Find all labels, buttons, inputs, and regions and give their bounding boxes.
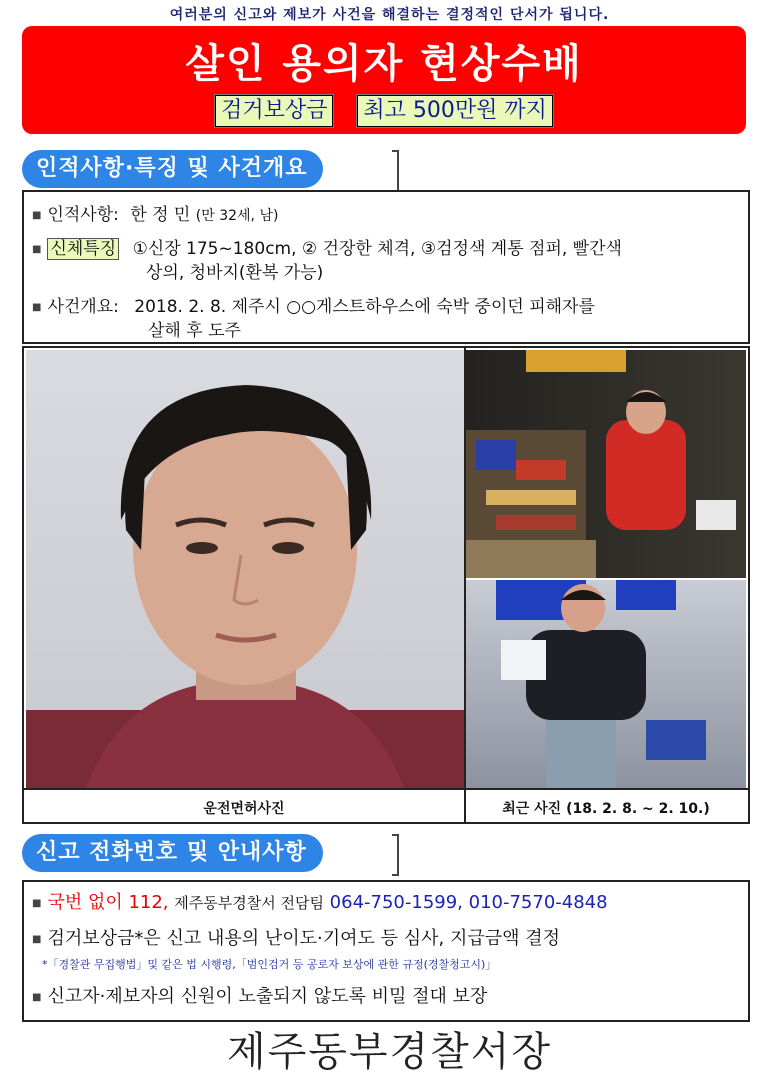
- identity-line: [32, 200, 278, 225]
- suspect-name: 한 정 민: [130, 205, 191, 225]
- banner-title: 살인 용의자 현상수배: [185, 41, 583, 87]
- store-illustration: [466, 350, 746, 578]
- recent-photo-store: [466, 350, 746, 578]
- case-text-1: 2018. 2. 8. 제주시 ○○게스트하우스에 숙박 중이던 피해자를: [134, 297, 595, 317]
- text-cursor-mark: [392, 834, 399, 876]
- license-photo: [26, 350, 464, 788]
- bullet-icon: ■: [32, 209, 42, 221]
- privacy-note: 신고자·제보자의 신원이 노출되지 않도록 비밀 절대 보장: [47, 986, 488, 1007]
- license-caption: 운전면허사진: [203, 801, 285, 817]
- features-text-2: 상의, 청바지(환복 가능): [146, 263, 324, 283]
- team-phones: 064-750-1599, 010-7570-4848: [329, 892, 608, 913]
- reward-note-line: [32, 924, 560, 950]
- bullet-icon: ■: [32, 897, 42, 909]
- features-text-1: ①신장 175~180cm, ② 건장한 체격, ③검정색 계통 점퍼, 빨간색: [132, 239, 622, 259]
- identity-label: 인적사항:: [47, 205, 119, 225]
- portrait-illustration: [26, 350, 464, 788]
- section-title-details: 인적사항·특징 및 사건개요: [22, 150, 323, 188]
- top-tagline: 여러분의 신고와 제보가 사건을 해결하는 결정적인 단서가 됩니다.: [169, 7, 610, 23]
- legal-footnote: *「경찰관 무집행법」및 같은 법 시행령,「범인검거 등 공로자 보상에 관한 규정(경찰청고시)」: [42, 958, 497, 971]
- section-title-contact: 신고 전화번호 및 안내사항: [22, 834, 323, 872]
- recent-photo-walking: [466, 580, 746, 788]
- suspect-detail: (만 32세, 남): [195, 208, 279, 224]
- features-line: [32, 234, 622, 259]
- recent-caption: 최근 사진 (18. 2. 8. ~ 2. 10.): [502, 801, 710, 817]
- contact-box: [22, 880, 750, 1022]
- reward-label: 검거보상금: [214, 94, 334, 128]
- features-label: 신체특징: [47, 238, 119, 260]
- case-line: [32, 292, 595, 317]
- bullet-icon: ■: [32, 301, 42, 313]
- emergency-number: 국번 없이 112,: [47, 892, 169, 913]
- reward-note: 검거보상금*은 신고 내용의 난이도·기여도 등 심사, 지급금액 결정: [47, 928, 561, 949]
- walking-illustration: [466, 580, 746, 788]
- details-box: [22, 190, 750, 344]
- photo-divider: [464, 348, 466, 822]
- bullet-icon: ■: [32, 991, 42, 1003]
- bullet-icon: ■: [32, 243, 42, 255]
- text-cursor-mark: [392, 150, 399, 192]
- privacy-line: [32, 982, 487, 1008]
- reward-value: 최고 500만원 까지: [356, 94, 554, 128]
- bullet-icon: ■: [32, 933, 42, 945]
- police-team: 제주동부경찰서 전담팀: [174, 894, 324, 912]
- photo-frame: [22, 346, 750, 824]
- wanted-banner: [22, 26, 746, 134]
- reward-row: [22, 94, 746, 128]
- report-phone-line: [32, 888, 608, 914]
- case-label: 사건개요:: [47, 297, 119, 317]
- case-text-2: 살해 후 도주: [148, 321, 241, 341]
- caption-divider: [24, 788, 748, 790]
- issuer-signature: 제주동부경찰서장: [226, 1029, 553, 1075]
